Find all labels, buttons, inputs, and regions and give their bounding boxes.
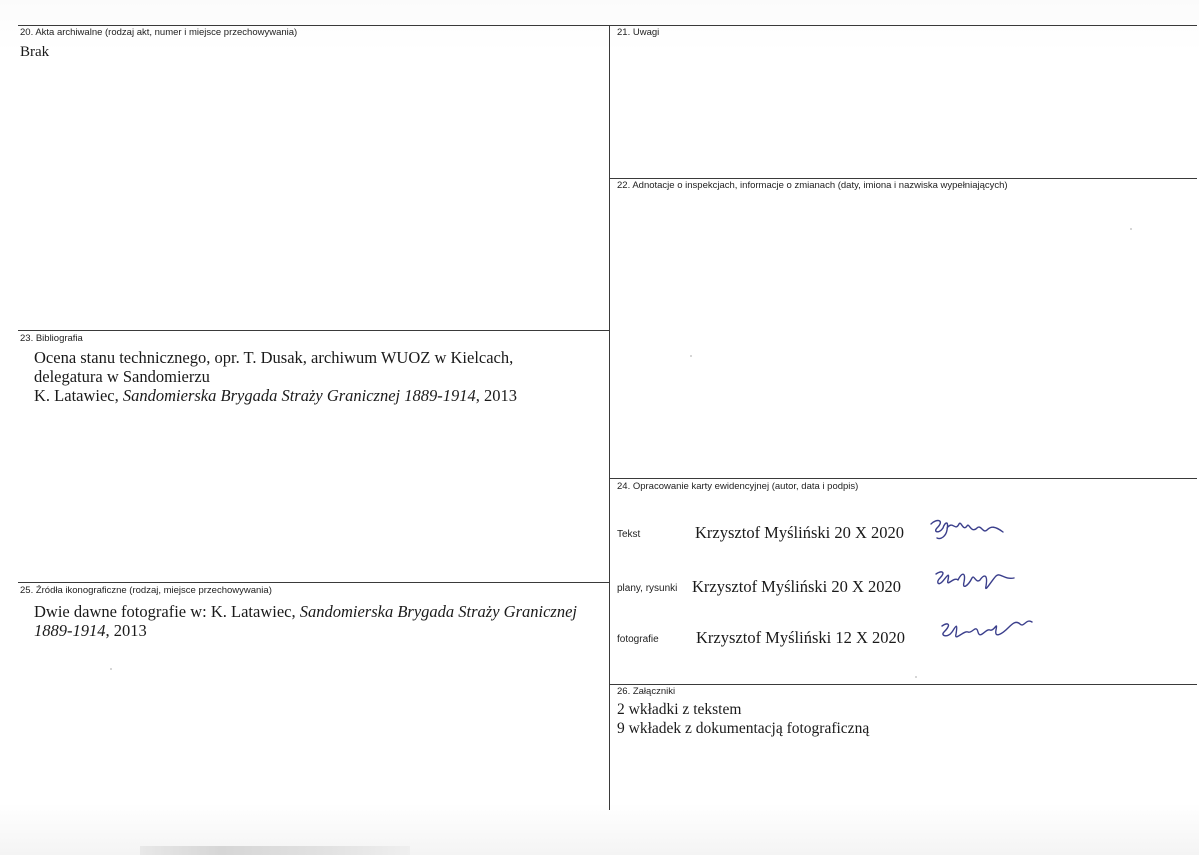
bibliography-title: Sandomierska Brygada Straży Granicznej 1889-1914 <box>122 386 476 405</box>
row-fotografie-label: fotografie <box>617 634 659 645</box>
rule-26 <box>609 684 1197 685</box>
row-tekst-value: Krzysztof Myśliński 20 X 2020 <box>695 523 904 542</box>
row-plany-value: Krzysztof Myśliński 20 X 2020 <box>692 577 901 596</box>
top-rule <box>18 25 1197 26</box>
scan-speck <box>110 668 112 670</box>
section-26-label: 26. Załączniki <box>617 686 676 697</box>
attachment-item-2: 9 wkładek z dokumentacją fotograficzną <box>617 720 870 737</box>
rule-25 <box>18 582 609 583</box>
row-plany-label: plany, rysunki <box>617 583 678 594</box>
scan-speck <box>1130 228 1132 230</box>
iconographic-prefix: Dwie dawne fotografie w: K. Latawiec, <box>34 602 300 621</box>
section-23-label: 23. Bibliografia <box>20 333 83 344</box>
bibliography-author: K. Latawiec, <box>34 386 123 405</box>
signature-3 <box>938 614 1038 650</box>
section-20-label: 20. Akta archiwalne (rodzaj akt, numer i miejsce przechowywania) <box>20 27 298 38</box>
rule-23 <box>18 330 609 331</box>
bibliography-line-1: Ocena stanu technicznego, opr. T. Dusak, archiwum WUOZ w Kielcach, <box>34 348 514 367</box>
attachment-item-1: 2 wkładki z tekstem <box>617 701 742 718</box>
rule-24 <box>609 478 1197 479</box>
bibliography-year: , 2013 <box>475 386 518 405</box>
row-tekst-label: Tekst <box>617 529 641 540</box>
section-25-label: 25. Źródła ikonograficzne (rodzaj, miejsce przechowywania) <box>20 585 272 596</box>
signature-2 <box>932 566 1022 598</box>
section-20-text: Brak <box>20 44 50 60</box>
bibliography-line-2: delegatura w Sandomierzu <box>34 367 210 386</box>
rule-22 <box>609 178 1197 179</box>
scan-speck <box>690 355 692 357</box>
iconographic-title: Sandomierska Brygada Straży Granicznej <box>299 602 577 621</box>
section-21-label: 21. Uwagi <box>617 27 660 38</box>
section-22-label: 22. Adnotacje o inspekcjach, informacje o zmianach (daty, imiona i nazwiska wypełniających) <box>617 180 1008 191</box>
iconographic-years: 1889-1914 <box>34 621 106 640</box>
signature-1 <box>925 514 1010 546</box>
section-25-text <box>34 602 609 640</box>
center-divider <box>609 25 610 810</box>
scan-speck <box>915 676 917 678</box>
section-26-text <box>617 700 869 738</box>
iconographic-line-2 <box>34 621 609 640</box>
iconographic-line-1 <box>34 602 609 621</box>
scan-smear <box>140 846 410 855</box>
bibliography-line-3 <box>34 386 604 405</box>
section-24-label: 24. Opracowanie karty ewidencyjnej (autor, data i podpis) <box>617 481 859 492</box>
section-23-text <box>34 348 604 405</box>
iconographic-year: , 2013 <box>105 621 147 640</box>
row-fotografie-value: Krzysztof Myśliński 12 X 2020 <box>696 628 905 647</box>
